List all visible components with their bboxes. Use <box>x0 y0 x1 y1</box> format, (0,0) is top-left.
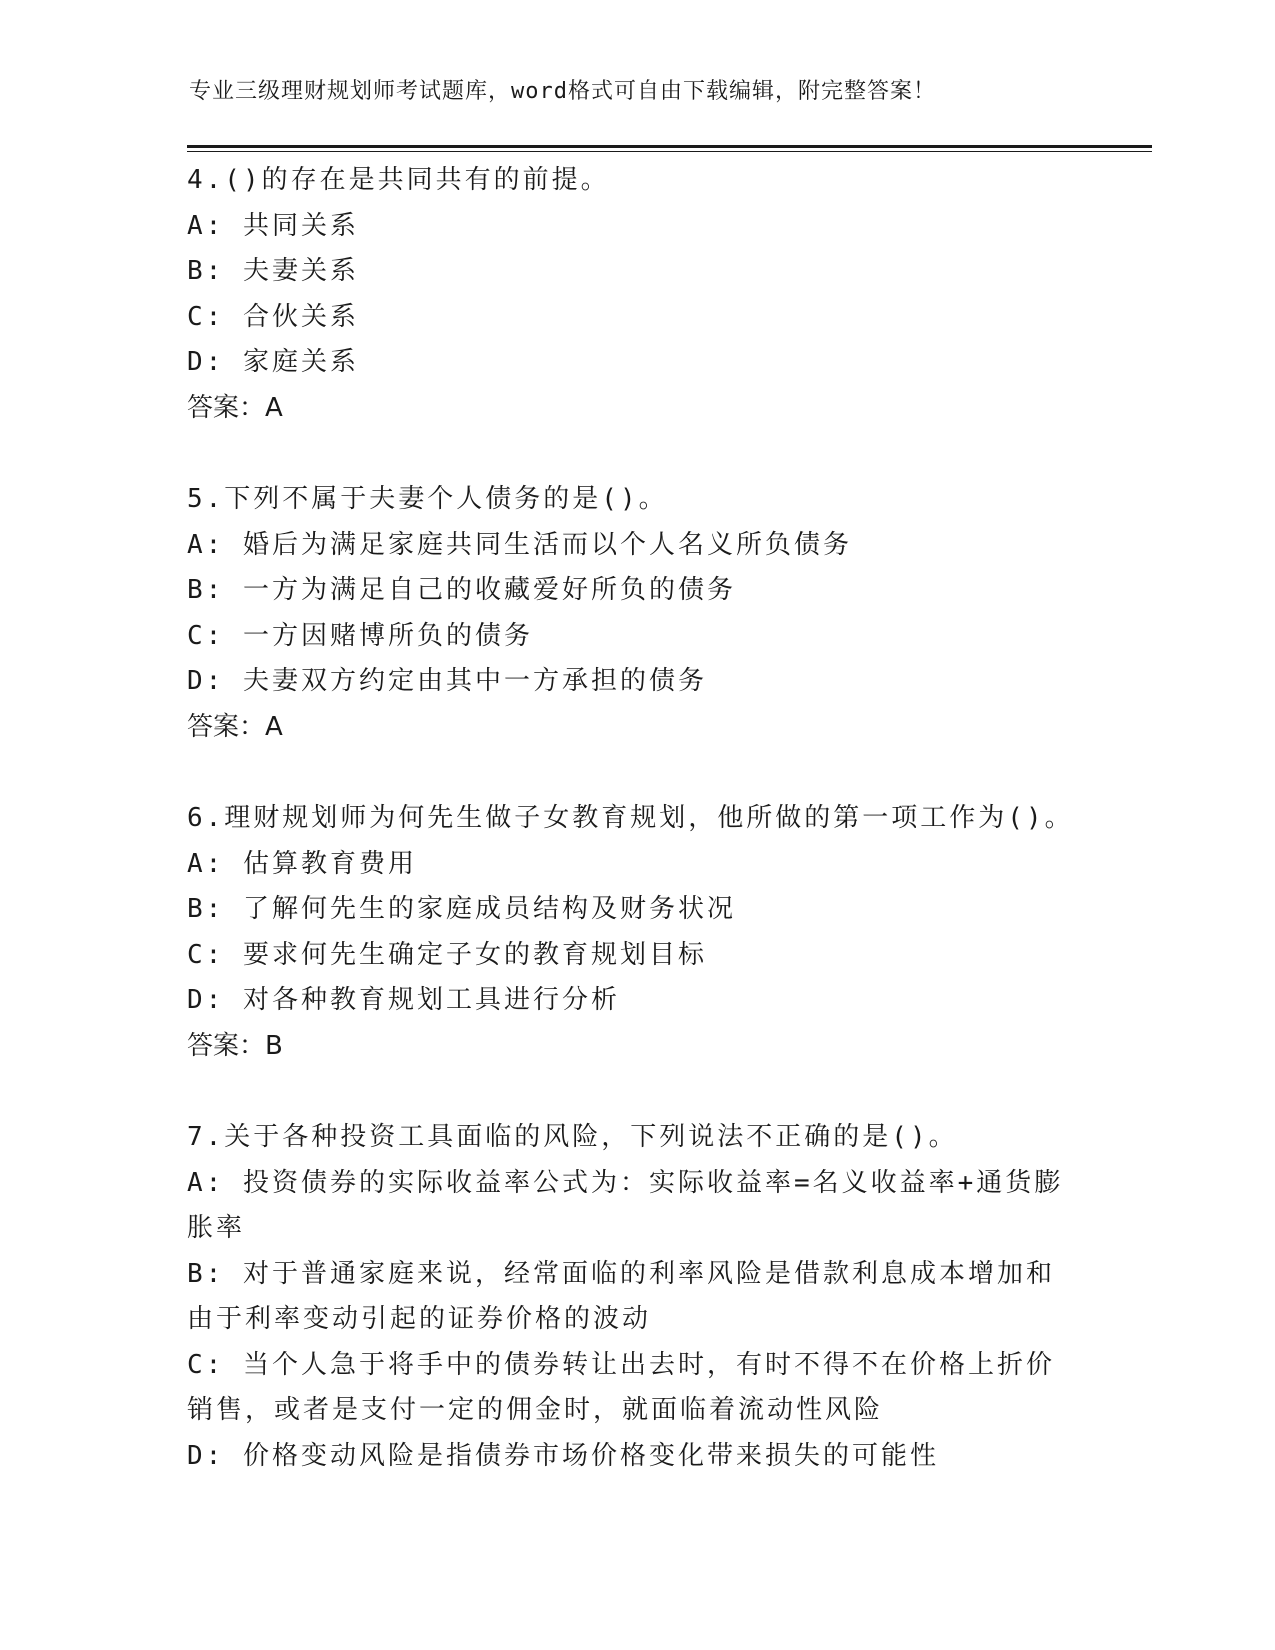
option-a: A: 投资债券的实际收益率公式为：实际收益率=名义收益率+通货膨胀率 <box>187 1167 1064 1243</box>
option-d: D: 夫妻双方约定由其中一方承担的债务 <box>187 666 707 696</box>
question-stem: 7.关于各种投资工具面临的风险，下列说法不正确的是()。 <box>187 1122 958 1152</box>
header-divider-thin <box>187 151 1152 152</box>
option-b: B: 了解何先生的家庭成员结构及财务状况 <box>187 894 736 924</box>
option-d: D: 价格变动风险是指债券市场价格变化带来损失的可能性 <box>187 1440 939 1471</box>
question-7 <box>187 1115 1077 1479</box>
option-b: B: 对于普通家庭来说，经常面临的利率风险是借款利息成本增加和由于利率变动引起的证券价格的波动 <box>187 1258 1055 1334</box>
answer: 答案：A <box>187 711 283 742</box>
option-c: C: 合伙关系 <box>187 301 359 332</box>
question-4 <box>187 158 1077 431</box>
question-stem: 4.()的存在是共同共有的前提。 <box>187 165 610 195</box>
option-a: A: 估算教育费用 <box>187 848 417 879</box>
option-d: D: 对各种教育规划工具进行分析 <box>187 985 620 1015</box>
option-b: B: 一方为满足自己的收藏爱好所负的债务 <box>187 575 736 605</box>
option-c: C: 当个人急于将手中的债券转让出去时，有时不得不在价格上折价销售，或者是支付一定的佣金时，就面临着流动性风险 <box>187 1349 1055 1425</box>
question-stem: 6.理财规划师为何先生做子女教育规划，他所做的第一项工作为()。 <box>187 803 1074 833</box>
question-stem: 5.下列不属于夫妻个人债务的是()。 <box>187 484 668 514</box>
option-a: A: 共同关系 <box>187 210 359 241</box>
question-list <box>187 158 1077 1525</box>
question-6 <box>187 796 1077 1069</box>
option-c: C: 要求何先生确定子女的教育规划目标 <box>187 939 707 970</box>
answer: 答案：B <box>187 1030 283 1061</box>
answer: 答案：A <box>187 392 283 423</box>
option-d: D: 家庭关系 <box>187 347 359 377</box>
option-b: B: 夫妻关系 <box>187 256 359 286</box>
option-c: C: 一方因赌博所负的债务 <box>187 620 533 651</box>
page-header: 专业三级理财规划师考试题库，word格式可自由下载编辑，附完整答案！ <box>189 79 936 104</box>
header-divider-thick <box>187 145 1152 148</box>
option-a: A: 婚后为满足家庭共同生活而以个人名义所负债务 <box>187 529 852 560</box>
question-5 <box>187 477 1077 750</box>
